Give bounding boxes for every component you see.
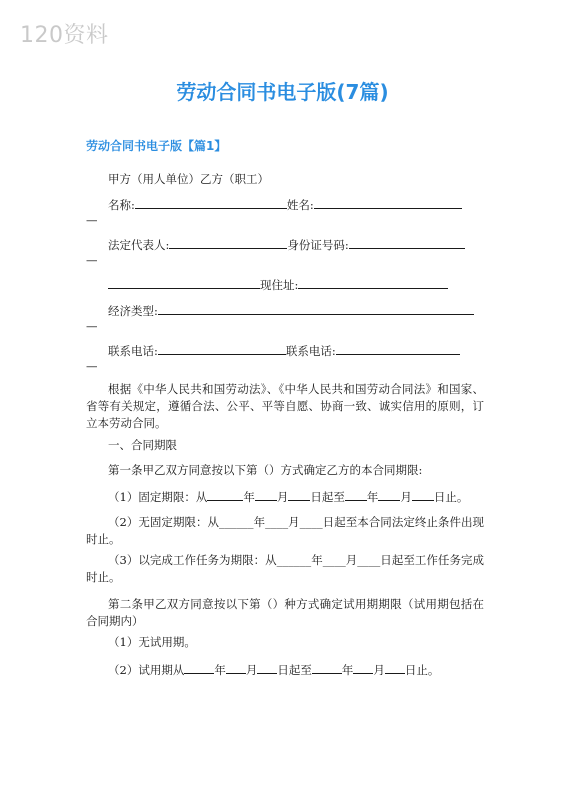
dash-3: —: [86, 319, 98, 333]
day-from-text: 日起至: [310, 490, 345, 504]
phone-row: [108, 342, 506, 360]
trial-month-text: 月: [245, 663, 258, 677]
surname-blank: [314, 196, 462, 209]
phone-label: 联系电话:: [108, 344, 158, 358]
id-label: 身份证号码:: [287, 238, 349, 252]
year-blank: [207, 488, 243, 501]
dash-4: —: [86, 359, 98, 373]
phone-blank-2: [336, 342, 460, 355]
econ-type-row: [108, 302, 506, 320]
trial-period: [108, 661, 506, 679]
surname-label: 姓名:: [286, 198, 314, 212]
day-to-text: 日止。: [433, 490, 469, 504]
trial-month-text-2: 月: [373, 663, 385, 677]
legal-rep-label: 法定代表人:: [108, 238, 170, 252]
chapter-heading: 一、合同期限: [108, 438, 177, 452]
econ-type-label: 经济类型:: [108, 304, 158, 318]
document-title: 劳动合同书电子版(7篇): [176, 80, 389, 104]
trial-year-blank-2: [312, 661, 342, 674]
address-blank: [298, 276, 448, 289]
trial-prefix: （2）试用期从: [108, 663, 185, 677]
address-label: 现住址:: [260, 278, 299, 292]
day-blank-2: [412, 488, 434, 501]
address-row: [108, 276, 506, 294]
phone-label-2: 联系电话:: [285, 344, 336, 358]
parties-line: 甲方（用人单位）乙方（职工）: [108, 172, 269, 186]
trial-year-blank: [184, 661, 214, 674]
term-fixed: [108, 488, 506, 506]
trial-none: （1）无试用期。: [108, 635, 196, 649]
trial-year-text: 年: [214, 663, 226, 677]
trial-day-blank-2: [385, 661, 405, 674]
month-blank: [255, 488, 277, 501]
legal-rep-row: [108, 236, 506, 254]
dash-1: —: [86, 213, 98, 227]
term-task-based: （3）以完成工作任务为期限：从______年____月____日起至工作任务完成时止。: [86, 553, 484, 584]
trial-day-blank: [257, 661, 277, 674]
legal-rep-blank: [169, 236, 287, 249]
id-blank: [349, 236, 465, 249]
dash-2: —: [86, 253, 98, 267]
day-blank: [288, 488, 310, 501]
watermark: 120资料: [20, 23, 109, 48]
article-2: 第二条甲乙双方同意按以下第（）种方式确定试用期期限（试用期包括在合同期内）: [86, 597, 484, 628]
trial-year-text-2: 年: [341, 663, 354, 677]
name-row: [108, 196, 506, 214]
name-blank: [135, 196, 287, 209]
intro-paragraph: 根据《中华人民共和国劳动法》、《中华人民共和国劳动合同法》和国家、省等有关规定，遵循合法、公平、平等自愿、协商一致、诚实信用的原则，订立本劳动合同。: [86, 382, 484, 430]
address-prefix-blank: [108, 276, 260, 289]
year-text-2: 年: [366, 490, 379, 504]
month-text: 月: [276, 490, 289, 504]
trial-day-to-text: 日止。: [404, 663, 440, 677]
trial-month-blank-2: [353, 661, 373, 674]
year-text: 年: [243, 490, 255, 504]
section-heading: 劳动合同书电子版【篇1】: [86, 139, 227, 153]
article-1: 第一条甲乙双方同意按以下第（）方式确定乙方的本合同期限:: [108, 463, 423, 477]
month-text-2: 月: [400, 490, 412, 504]
trial-month-blank: [226, 661, 246, 674]
month-blank-2: [378, 488, 400, 501]
term-open-ended: （2）无固定期限：从______年____月____日起至本合同法定终止条件出现时止。: [86, 515, 484, 546]
year-blank-2: [345, 488, 367, 501]
term-fixed-prefix: （1）固定期限：从: [108, 490, 208, 504]
trial-day-from-text: 日起至: [277, 663, 312, 677]
econ-type-blank: [158, 302, 474, 315]
phone-blank: [158, 342, 286, 355]
name-label: 名称:: [108, 198, 135, 212]
